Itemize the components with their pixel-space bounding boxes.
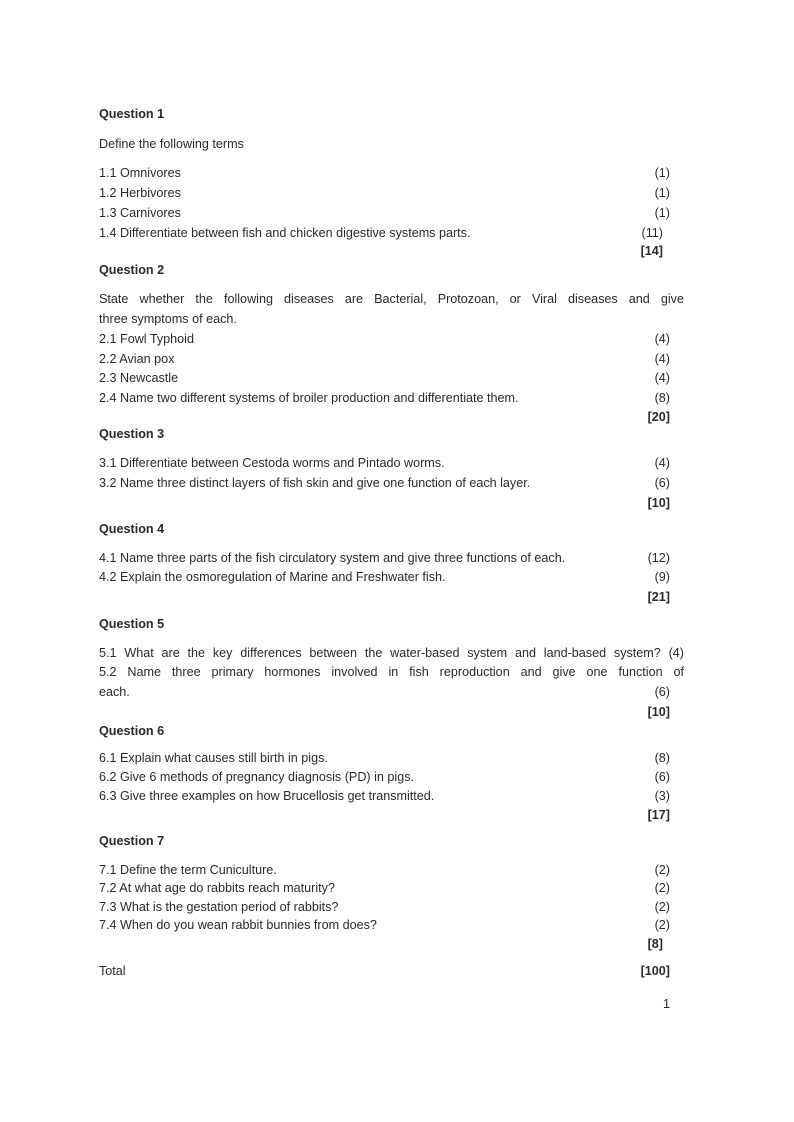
item-text: each. — [99, 685, 130, 699]
item-marks: (6) — [654, 476, 670, 490]
item-marks: (2) — [654, 881, 670, 895]
question-total — [99, 934, 684, 954]
item-marks: (8) — [654, 391, 670, 405]
question-item — [99, 915, 684, 935]
question-7-heading: Question 7 — [99, 834, 165, 848]
question-total — [99, 805, 684, 825]
question-item — [99, 860, 684, 880]
item-marks: (6) — [654, 685, 670, 699]
question-item: 5.1 What are the key differences between the water-based system and land-based system? (4) — [99, 646, 684, 660]
item-marks: (1) — [654, 206, 670, 220]
item-marks: (8) — [654, 751, 670, 765]
grand-total-row — [99, 961, 684, 981]
item-text: 2.1 Fowl Typhoid — [99, 332, 194, 346]
question-7-total: [8] — [647, 937, 663, 951]
question-item — [99, 567, 684, 587]
item-marks: (2) — [654, 918, 670, 932]
item-text: 6.2 Give 6 methods of pregnancy diagnosis (PD) in pigs. — [99, 770, 415, 784]
item-text: 2.4 Name two different systems of broiler production and differentiate them. — [99, 391, 519, 405]
item-text: 3.1 Differentiate between Cestoda worms and Pintado worms. — [99, 456, 445, 470]
question-6-total: [17] — [647, 808, 670, 822]
question-item — [99, 163, 684, 183]
item-text: 7.3 What is the gestation period of rabbits? — [99, 900, 339, 914]
question-item — [99, 368, 684, 388]
question-total — [99, 493, 684, 513]
item-marks: (4) — [654, 456, 670, 470]
question-1-intro: Define the following terms — [99, 137, 244, 151]
question-2-total: [20] — [647, 410, 670, 424]
question-1-heading: Question 1 — [99, 107, 165, 121]
question-3-heading: Question 3 — [99, 427, 165, 441]
item-text: 6.1 Explain what causes still birth in pigs. — [99, 751, 328, 765]
item-marks: (2) — [654, 863, 670, 877]
page-number: 1 — [662, 997, 670, 1011]
item-text: 4.1 Name three parts of the fish circulatory system and give three functions of each. — [99, 551, 566, 565]
question-item — [99, 329, 684, 349]
item-marks: (2) — [654, 900, 670, 914]
question-item — [99, 786, 684, 806]
item-text: 1.2 Herbivores — [99, 186, 181, 200]
question-item — [99, 388, 684, 408]
item-marks: (6) — [654, 770, 670, 784]
question-2-heading: Question 2 — [99, 263, 165, 277]
question-total — [99, 407, 684, 427]
question-1-total: [14] — [640, 244, 663, 258]
question-3-total: [10] — [647, 496, 670, 510]
question-2-intro-line2: three symptoms of each. — [99, 312, 237, 326]
item-text: 1.3 Carnivores — [99, 206, 181, 220]
question-item-line1: 5.2 Name three primary hormones involved in fish reproduction and give one function of — [99, 665, 684, 679]
item-text: 7.4 When do you wean rabbit bunnies from does? — [99, 918, 377, 932]
item-marks: (4) — [654, 352, 670, 366]
item-text: 2.2 Avian pox — [99, 352, 175, 366]
item-text: 2.3 Newcastle — [99, 371, 179, 385]
question-5-total: [10] — [647, 705, 670, 719]
question-4-heading: Question 4 — [99, 522, 165, 536]
question-4-total: [21] — [647, 590, 670, 604]
item-marks: (3) — [654, 789, 670, 803]
item-marks: (12) — [647, 551, 670, 565]
question-5-heading: Question 5 — [99, 617, 165, 631]
item-text: 1.4 Differentiate between fish and chicken digestive systems parts. — [99, 226, 471, 240]
question-total — [99, 241, 684, 261]
question-item — [99, 897, 684, 917]
item-text: 6.3 Give three examples on how Brucellosis get transmitted. — [99, 789, 435, 803]
question-item — [99, 748, 684, 768]
question-item — [99, 767, 684, 787]
item-marks: (9) — [654, 570, 670, 584]
item-marks: (4) — [654, 371, 670, 385]
question-total — [99, 702, 684, 722]
item-marks: (1) — [654, 166, 670, 180]
question-item — [99, 223, 684, 243]
question-item — [99, 548, 684, 568]
item-marks: (11) — [641, 226, 663, 240]
question-item — [99, 473, 684, 493]
grand-total-value: [100] — [640, 964, 670, 978]
item-marks: (1) — [654, 186, 670, 200]
question-2-intro-line1: State whether the following diseases are Bacterial, Protozoan, or Viral diseases and give — [99, 292, 684, 306]
question-item — [99, 203, 684, 223]
item-text: 4.2 Explain the osmoregulation of Marine and Freshwater fish. — [99, 570, 446, 584]
question-item — [99, 878, 684, 898]
item-marks: (4) — [654, 332, 670, 346]
question-item — [99, 453, 684, 473]
question-item — [99, 682, 684, 702]
item-text: 1.1 Omnivores — [99, 166, 181, 180]
item-text: 7.1 Define the term Cuniculture. — [99, 863, 277, 877]
item-text: 3.2 Name three distinct layers of fish skin and give one function of each layer. — [99, 476, 531, 490]
question-6-heading: Question 6 — [99, 724, 165, 738]
question-total — [99, 587, 684, 607]
grand-total-label: Total — [99, 964, 126, 978]
item-text: 7.2 At what age do rabbits reach maturity? — [99, 881, 335, 895]
question-item — [99, 183, 684, 203]
question-item — [99, 349, 684, 369]
